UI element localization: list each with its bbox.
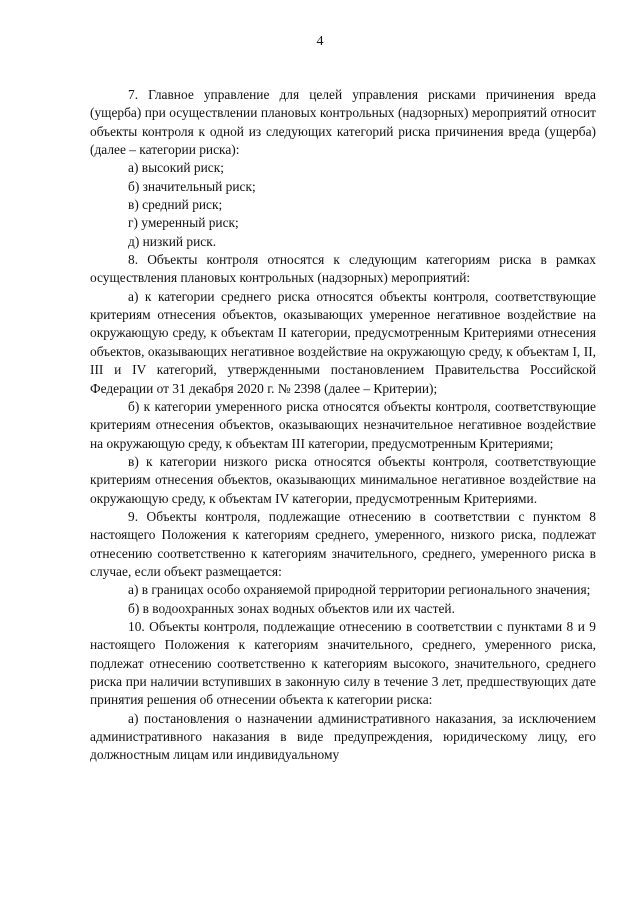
paragraph-8-b: б) к категории умеренного риска относятся объекты контроля, соответствующие критериям отнесения объектов, оказывающих незначительное негативное воздействие на окружающую среду, к объектам III категории, предусмотренным Критериями;	[90, 398, 596, 451]
risk-category-item: б) значительный риск;	[128, 178, 256, 194]
paragraph-9: 9. Объекты контроля, подлежащие отнесению в соответствии с пунктом 8 настоящего Положения к категориям среднего, умеренного, низкого риска, подлежат отнесению соответственно к категориям значительного, среднего, умеренного риска в случае, если объект размещается:	[90, 508, 596, 579]
paragraph-10-a: а) постановления о назначении административного наказания, за исключением административного наказания в виде предупреждения, юридическому лицу, его должностным лицам или индивидуальному	[90, 710, 596, 763]
paragraph-8-c: в) к категории низкого риска относятся объекты контроля, соответствующие критериям отнесения объектов, оказывающих минимальное негативное воздействие на окружающую среду, к объектам IV категории, предусмотренным Критериями.	[90, 453, 596, 506]
risk-category-item: д) низкий риск.	[128, 233, 217, 249]
risk-category-item: а) высокий риск;	[128, 160, 224, 176]
paragraph-7: 7. Главное управление для целей управления рисками причинения вреда (ущерба) при осуществлении плановых контрольных (надзорных) мероприятий относит объекты контроля к одной из следующих категорий риска причинения вреда (ущерба) (далее – категории риска):	[90, 87, 596, 158]
risk-category-item: г) умеренный риск;	[128, 215, 239, 231]
paragraph-10: 10. Объекты контроля, подлежащие отнесению в соответствии с пунктами 8 и 9 настоящего Положения к категориям значительного, среднего, умеренного риска, подлежат отнесению соответственно к категориям высокого, значительного, среднего риска при наличии вступивших в законную силу в течение 3 лет, предшествующих дате принятия решения об отнесении объекта к категории риска:	[90, 618, 596, 708]
document-body	[90, 86, 596, 765]
page-number: 4	[316, 34, 324, 49]
paragraph-9-b: б) в водоохранных зонах водных объектов или их частей.	[128, 600, 455, 616]
paragraph-9-a: а) в границах особо охраняемой природной территории регионального значения;	[128, 582, 591, 598]
paragraph-8: 8. Объекты контроля относятся к следующим категориям риска в рамках осуществления плановых контрольных (надзорных) мероприятий:	[90, 252, 596, 286]
paragraph-8-a: а) к категории среднего риска относятся объекты контроля, соответствующие критериям отнесения объектов, оказывающих умеренное негативное воздействие на окружающую среду, к объектам II категории, предусмотренным Критериями отнесения объектов, оказывающих негативное воздействие на окружающую среду, к объектам I, II, III и IV категорий, утвержденными постановлением Правительства Российской Федерации от 31 декабря 2020 г. № 2398 (далее – Критерии);	[90, 288, 596, 396]
risk-category-item: в) средний риск;	[128, 197, 223, 213]
